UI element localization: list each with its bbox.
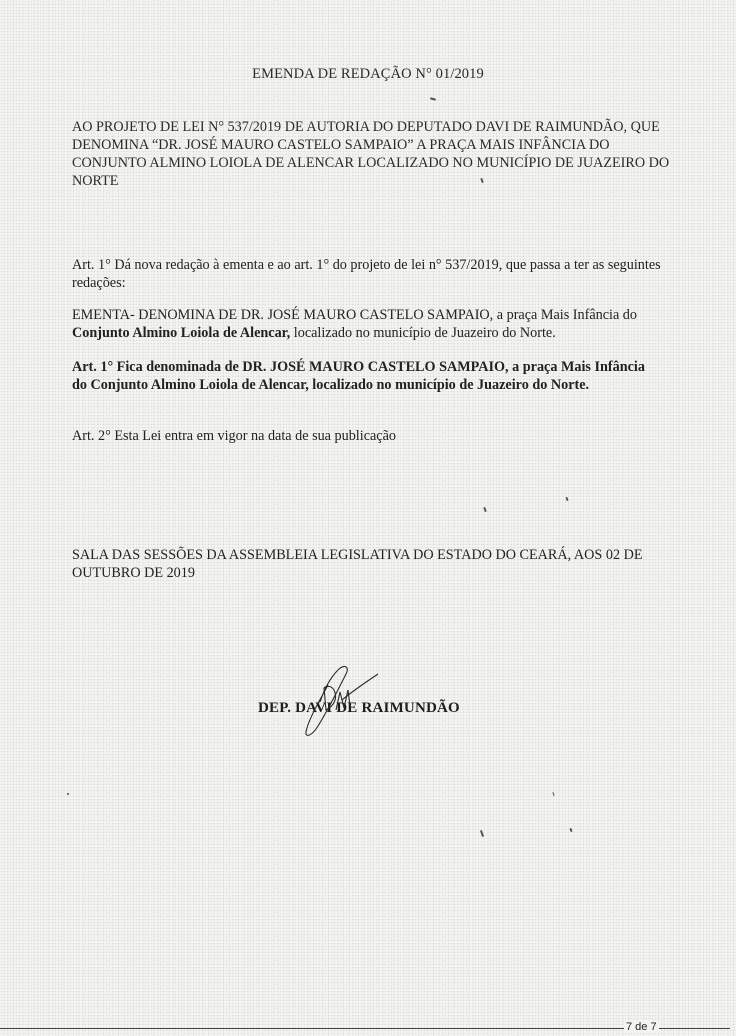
scan-speck: [483, 507, 487, 512]
article-2-paragraph: Art. 2° Esta Lei entra em vigor na data de sua publicação: [72, 428, 396, 444]
scan-speck: [552, 792, 554, 796]
article-1-paragraph: Art. 1° Dá nova redação à ementa e ao art. 1° do projeto de lei n° 537/2019, que passa a ter as seguintes redações:: [72, 257, 661, 291]
page-number: 7 de 7: [626, 1021, 657, 1033]
ementa-paragraph: [72, 306, 697, 342]
ementa-lead: EMENTA- DENOMINA DE DR. JOSÉ MAURO CASTELO SAMPAIO, a praça Mais Infância do: [72, 307, 637, 323]
closing-paragraph: SALA DAS SESSÕES DA ASSEMBLEIA LEGISLATIVA DO ESTADO DO CEARÁ, AOS 02 DE OUTUBRO DE 2019: [72, 547, 643, 581]
scan-speck: [569, 828, 572, 832]
scan-speck: [67, 793, 70, 796]
ementa-tail: localizado no município de Juazeiro do Norte.: [290, 325, 556, 341]
scan-speck: [565, 497, 568, 501]
document-title: EMENDA DE REDAÇÃO N° 01/2019: [252, 66, 484, 82]
scan-speck: [430, 97, 436, 100]
article-1-new-paragraph: Art. 1° Fica denominada de DR. JOSÉ MAURO CASTELO SAMPAIO, a praça Mais Infância do Conjunto Almino Loiola de Alencar, localizado no município de Juazeiro do Norte.: [72, 359, 645, 393]
signer-name: DEP. DAVI DE RAIMUNDÃO: [258, 700, 460, 716]
signature-icon: [298, 660, 388, 740]
preamble-paragraph: AO PROJETO DE LEI N° 537/2019 DE AUTORIA DO DEPUTADO DAVI DE RAIMUNDÃO, QUE DENOMINA “DR. JOSÉ MAURO CASTELO SAMPAIO” A PRAÇA MAIS INFÂNCIA DO CONJUNTO ALMINO LOIOLA DE ALENCAR LOCALIZADO NO MUNICÍPIO DE JUAZEIRO DO NORTE: [72, 119, 670, 189]
footer-rule: [0, 1028, 730, 1029]
ementa-bold: Conjunto Almino Loiola de Alencar,: [72, 325, 291, 341]
scan-speck: [480, 830, 484, 837]
